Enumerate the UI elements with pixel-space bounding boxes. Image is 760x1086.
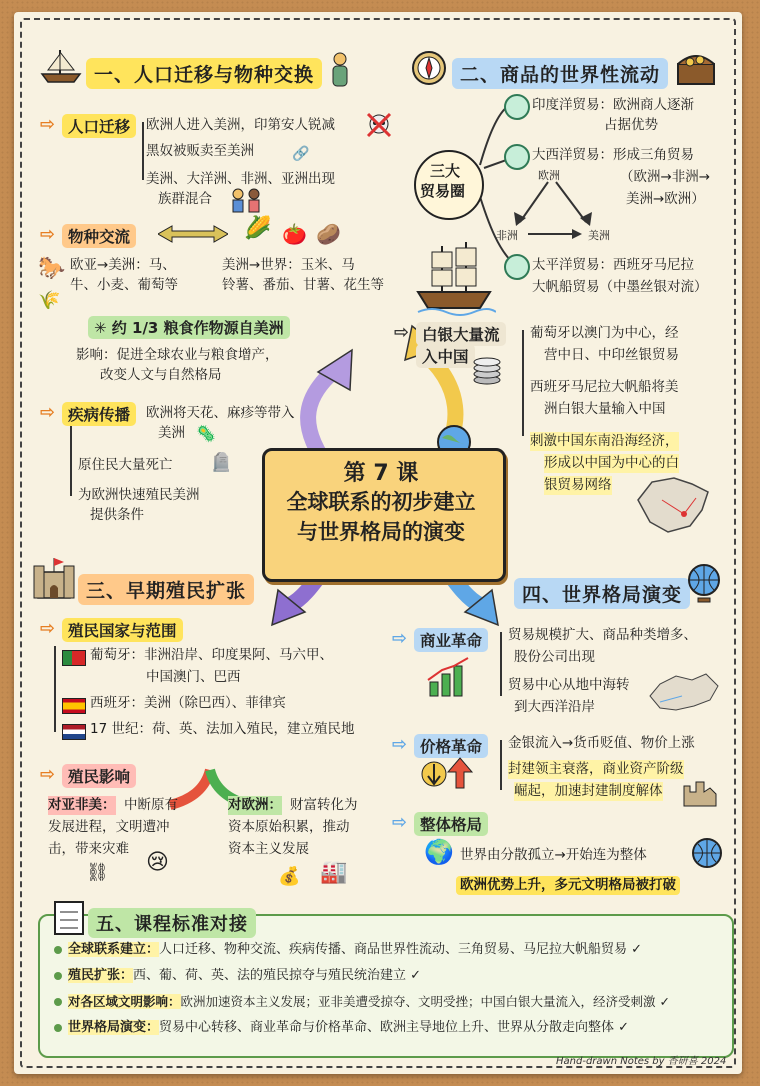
silver-item-4: 洲白银大量输入中国 — [544, 401, 666, 417]
species-label: 物种交流 — [62, 224, 136, 248]
section5-header: 五、课程标准对接 — [88, 908, 256, 938]
silver-item-7: 银贸易网络 — [544, 477, 612, 493]
standard-key: 殖民扩张： — [68, 968, 134, 983]
bracket — [522, 330, 524, 436]
overall-label: 整体格局 — [414, 812, 488, 836]
standard-key: 对各区域文明影响： — [68, 994, 181, 1009]
bracket — [70, 426, 72, 496]
disease-item-1: 欧洲将天花、麻疹等带入 — [146, 405, 295, 421]
pacific-dot — [504, 254, 530, 280]
migration-label: 人口迁移 — [62, 114, 136, 138]
migration-item-3: 美洲、大洋洲、非洲、亚洲出现 — [146, 171, 335, 187]
price-label: 价格革命 — [414, 734, 488, 758]
factory-icon: 🏭 — [320, 860, 348, 885]
arrow-icon: ⇨ — [40, 114, 56, 135]
section4-header: 四、世界格局演变 — [514, 578, 690, 609]
standard-value: 欧洲加速资本主义发展；亚非美遭受掠夺、文明受挫；中国白银大量流入，经济受刺激 ✓ — [180, 994, 670, 1009]
arrow-icon: ⇨ — [392, 812, 408, 833]
chain-icon: 🔗 — [292, 146, 310, 162]
silver-label-2: 入中国 — [416, 344, 475, 368]
asia-line-1: 中断原有 — [124, 797, 178, 813]
portugal-line-2: 中国澳门、巴西 — [146, 669, 241, 685]
bullet — [54, 998, 62, 1006]
silver-item-2: 营中日、中印丝银贸易 — [544, 347, 679, 363]
c17-line: 17 世纪：荷、英、法加入殖民，建立殖民地 — [90, 721, 355, 737]
indian-ocean-2: 占据优势 — [604, 117, 658, 133]
impact-line-2: 改变人文与自然格局 — [100, 367, 222, 383]
silver-item-1: 葡萄牙以澳门为中心，经 — [530, 325, 679, 341]
galleon-icon — [412, 236, 496, 316]
lesson-title-2: 与世界格局的演变 — [297, 520, 465, 544]
arrow-icon: ⇨ — [392, 628, 408, 649]
colonial-impact-label: 殖民影响 — [62, 764, 136, 788]
arrow-icon: ⇨ — [40, 224, 56, 245]
arrow-icon: ⇨ — [394, 322, 410, 343]
potato-icon: 🥔 — [316, 222, 341, 246]
arrow-icon: ⇨ — [40, 402, 56, 423]
europe-line-2: 资本原始积累，推动 — [228, 819, 350, 835]
standard-row-2 — [68, 966, 724, 985]
globe-grid-icon — [690, 836, 724, 870]
overall-item-2: 欧洲优势上升，多元文明格局被打破 — [456, 876, 680, 895]
migration-item-2: 黑奴被贩卖至美洲 — [146, 143, 254, 159]
arrow-icon: ⇨ — [40, 618, 56, 639]
indian-ocean-dot — [504, 94, 530, 120]
signature: Hand-drawn Notes by 香研喜 2024 — [556, 1056, 727, 1067]
netherlands-flag-icon — [62, 724, 86, 740]
portugal-flag-icon — [62, 650, 86, 666]
crop-note: ✳ 约 1/3 粮食作物源自美洲 — [88, 316, 290, 339]
wheat-icon: 🌾 — [38, 290, 61, 311]
species-america-1: 美洲→世界：玉米、马 — [222, 257, 355, 273]
lesson-title-1: 全球联系的初步建立 — [286, 490, 476, 514]
pacific-2: 大帆船贸易（中墨丝银对流） — [532, 279, 708, 295]
trade-center-line2: 贸易圈 — [420, 182, 466, 200]
money-bag-icon: 💰 — [278, 866, 301, 887]
spain-flag-icon — [62, 698, 86, 714]
europe-line-1: 财富转化为 — [290, 797, 358, 813]
standard-value: 人口迁移、物种交流、疾病传播、商品世界性流动、三角贸易、马尼拉大帆船贸易 ✓ — [159, 942, 643, 957]
disease-label: 疾病传播 — [62, 402, 136, 426]
standard-value: 西、葡、荷、英、法的殖民掠夺与殖民统治建立 ✓ — [133, 968, 422, 983]
silver-item-3: 西班牙马尼拉大帆船将美 — [530, 379, 679, 395]
portugal-line-1: 葡萄牙：非洲沿岸、印度果阿、马六甲、 — [90, 647, 333, 663]
bullet — [54, 1024, 62, 1032]
silver-item-6: 形成以中国为中心的白 — [544, 455, 679, 471]
migration-item-1: 欧洲人进入美洲，印第安人锐减 — [146, 117, 335, 133]
standard-row-4 — [68, 1018, 724, 1037]
bracket — [142, 122, 144, 180]
bullet — [54, 946, 62, 954]
commerce-item-1: 贸易规模扩大、商品种类增多、 — [508, 627, 697, 643]
compass-icon — [410, 46, 448, 88]
commerce-item-3: 贸易中心从地中海转 — [508, 677, 630, 693]
broken-chain-icon: ⛓ — [86, 862, 109, 883]
bracket — [500, 740, 502, 790]
commerce-item-2: 股份公司出现 — [514, 649, 595, 665]
price-arrows-icon — [420, 756, 476, 790]
species-eurasia-2: 牛、小麦、葡萄等 — [70, 277, 178, 293]
atlantic-2: （欧洲→非洲→ — [620, 169, 711, 185]
people-icon — [228, 188, 264, 214]
virus-icon: 🦠 — [196, 424, 216, 443]
ship-icon — [38, 46, 84, 86]
horse-icon: 🐎 — [38, 256, 66, 281]
coins-icon — [470, 348, 504, 386]
ruined-castle-icon — [680, 774, 720, 808]
bracket — [500, 632, 502, 696]
growth-chart-icon — [424, 656, 472, 698]
disease-item-3: 原住民大量死亡 — [78, 457, 173, 473]
treasure-chest-icon — [674, 44, 718, 88]
atlantic-3: 美洲→欧洲） — [626, 191, 705, 207]
spain-line: 西班牙：美洲（除巴西）、菲律宾 — [90, 695, 286, 711]
china-map-icon — [632, 470, 714, 540]
asia-tag: 对亚非美： — [48, 797, 116, 813]
globe-stand-icon — [684, 562, 724, 606]
standard-key: 全球联系建立： — [68, 942, 160, 957]
disease-item-5: 提供条件 — [90, 507, 144, 523]
impact-line-1: 影响：促进全球农业与粮食增产， — [76, 347, 279, 363]
species-eurasia-1: 欧亚→美洲：马、 — [70, 257, 176, 273]
commerce-label: 商业革命 — [414, 628, 488, 652]
standard-row-3 — [68, 992, 728, 1011]
price-item-2: 封建领主衰落，商业资产阶级 — [508, 761, 684, 777]
price-item-3: 崛起，加速封建制度解体 — [514, 783, 663, 799]
checklist-icon — [52, 898, 86, 936]
asia-line-3: 击，带来灾难 — [48, 841, 129, 857]
colonial-states-label: 殖民国家与范围 — [62, 618, 183, 642]
europe-line-3: 资本主义发展 — [228, 841, 309, 857]
triangle-africa: 非洲 — [496, 229, 518, 242]
bracket — [54, 646, 56, 732]
pacific-1: 太平洋贸易：西班牙马尼拉 — [532, 257, 694, 273]
disease-item-4: 为欧洲快速殖民美洲 — [78, 487, 200, 503]
tomato-icon: 🍅 — [282, 222, 307, 246]
arrow-icon: ⇨ — [392, 734, 408, 755]
corn-icon: 🌽 — [244, 216, 272, 241]
disease-item-2: 美洲 — [158, 425, 185, 441]
triangle-america: 美洲 — [588, 229, 610, 242]
person-icon — [328, 52, 352, 90]
europe-tag: 对欧洲： — [228, 797, 282, 813]
silver-label-1: 白银大量流 — [416, 322, 506, 346]
trade-center-line1: 三大 — [430, 162, 461, 180]
double-arrow-icon — [158, 224, 228, 244]
lesson-number: 第 7 课 — [343, 461, 419, 486]
species-america-2: 铃薯、番茄、甘薯、花生等 — [222, 277, 384, 293]
section1-header: 一、人口迁移与物种交换 — [86, 58, 322, 89]
standard-key: 世界格局演变： — [68, 1020, 160, 1035]
atlantic-dot — [504, 144, 530, 170]
tombstone-icon: 🪦 — [210, 452, 233, 473]
europe-map-icon — [646, 666, 722, 716]
crying-face-icon: 😢 — [146, 850, 169, 875]
standard-row-1 — [68, 940, 724, 959]
overall-item-1: 世界由分散孤立→开始连为整体 — [460, 847, 647, 863]
triangle-europe: 欧洲 — [538, 169, 560, 182]
earth-icon: 🌍 — [424, 838, 454, 866]
bullet — [54, 972, 62, 980]
migration-item-4: 族群混合 — [158, 191, 212, 207]
price-item-1: 金银流入→货币贬值、物价上涨 — [508, 735, 695, 751]
commerce-item-4: 到大西洋沿岸 — [514, 699, 595, 715]
indian-ocean-1: 印度洋贸易：欧洲商人逐渐 — [532, 97, 694, 113]
atlantic-1: 大西洋贸易：形成三角贸易 — [532, 147, 694, 163]
section3-header: 三、早期殖民扩张 — [78, 574, 254, 605]
castle-icon — [32, 556, 76, 600]
section2-header: 二、商品的世界性流动 — [452, 58, 668, 89]
skull-icon — [366, 112, 392, 138]
silver-item-5: 刺激中国东南沿海经济， — [530, 433, 679, 449]
standard-value: 贸易中心转移、商业革命与价格革命、欧洲主导地位上升、世界从分散走向整体 ✓ — [159, 1020, 630, 1035]
arrow-icon: ⇨ — [40, 764, 56, 785]
asia-line-2: 发展进程，文明遭冲 — [48, 819, 170, 835]
